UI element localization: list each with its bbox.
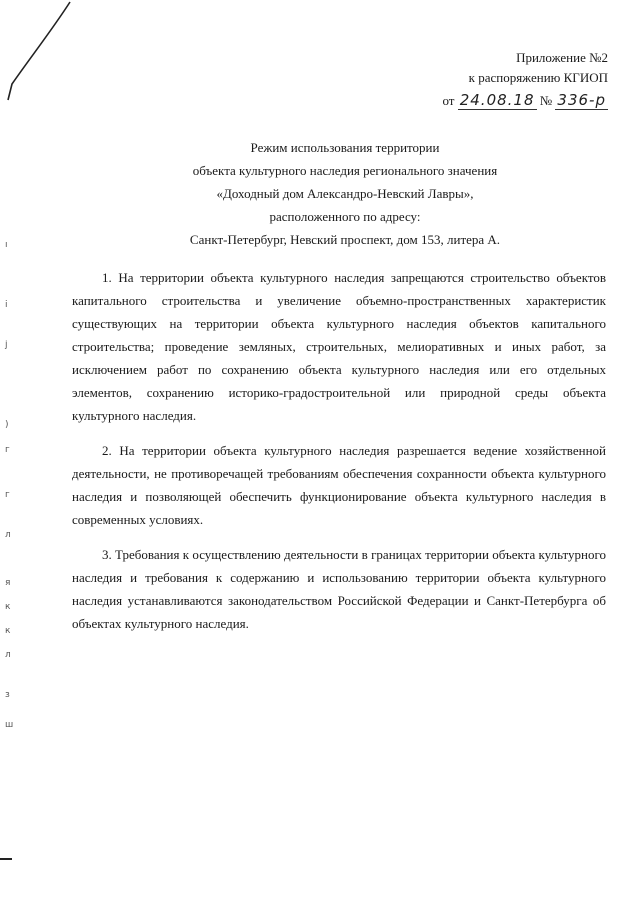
bottom-margin-mark [0,858,12,860]
paragraph-2: 2. На территории объекта культурного наследия разрешается ведение хозяйственной деятельности, не противоречащей требованиям обеспечения сохранности объекта культурного наследия и позволяющей обеспечить функционирование объекта культурного наследия в современных условиях. [72,443,606,527]
handwritten-date: 24.08.18 [459,91,535,109]
margin-fragment: г [5,445,10,455]
margin-fragment: к [5,626,11,636]
margin-fragment: ј [5,340,8,350]
margin-fragment: ) [5,420,9,430]
margin-fragment: і [5,300,8,310]
annex-order-ref: к распоряжению КГИОП [468,70,608,85]
scan-edge-stroke [0,0,80,110]
paragraph-3: 3. Требования к осуществлению деятельности в границах территории объекта культурного наследия и требования к содержанию и использованию территории объекта культурного наследия устанавливаются законодательством Российской Федерации и Санкт-Петербурга об объектах культурного наследия. [72,547,606,631]
margin-fragment: л [5,530,11,540]
margin-fragment: л [5,650,11,660]
title-line: Режим использования территории [250,140,440,155]
document-title [60,136,630,251]
handwritten-number: 336-р [557,91,606,109]
title-line: расположенного по адресу: [269,209,421,224]
document-body [72,266,606,647]
annex-header [348,48,608,112]
margin-fragment: з [5,690,10,700]
margin-fragment: ı [5,240,8,250]
annex-number: Приложение №2 [516,50,608,65]
annex-date-line [348,88,608,112]
number-prefix: № [539,93,553,108]
paragraph-1: 1. На территории объекта культурного наследия запрещаются строительство объектов капитального строительства и увеличение объемно-пространственных характеристик существующих на территории объекта культурного наследия объектов капитального строительства; проведение земляных, строительных, мелиоративных и иных работ, за исключением работ по сохранению объекта культурного наследия или его отдельных элементов, сохранению историко-градостроительной или природной среды объекта культурного наследия. [72,270,606,423]
title-line: объекта культурного наследия регионального значения [192,163,498,178]
date-prefix: от [442,93,455,108]
title-line: «Доходный дом Александро-Невский Лавры», [216,186,474,201]
margin-fragment: ш [5,720,14,730]
margin-fragment: г [5,490,10,500]
margin-fragment: я [5,578,11,588]
title-line: Санкт-Петербург, Невский проспект, дом 153, литера А. [189,232,501,247]
margin-fragment: к [5,602,11,612]
